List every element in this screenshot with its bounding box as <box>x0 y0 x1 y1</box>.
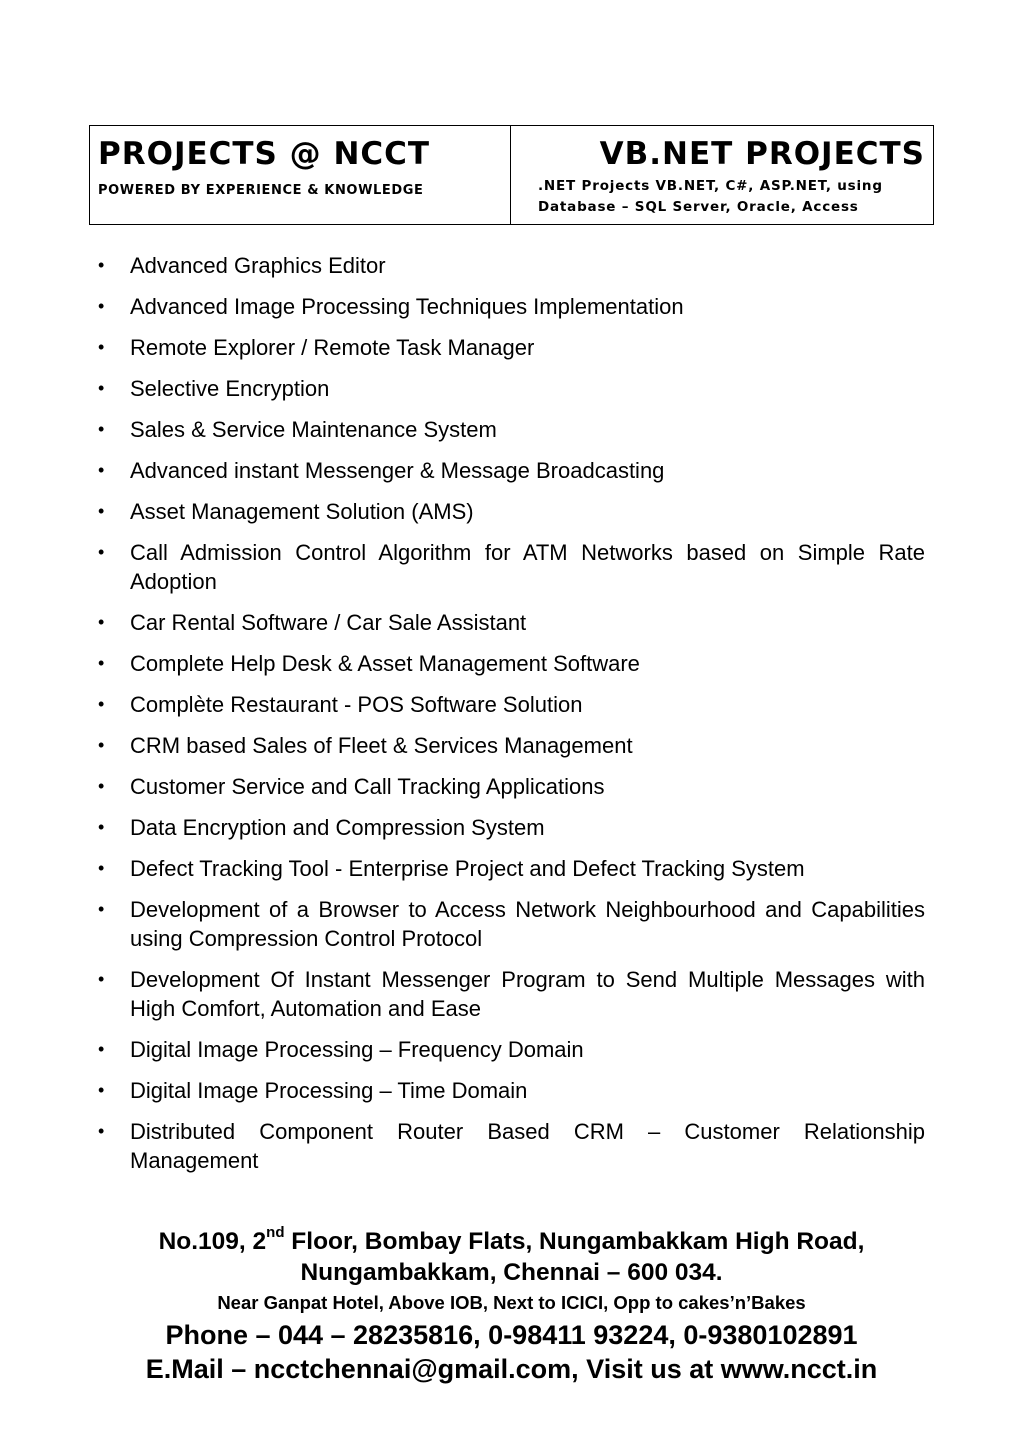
brand-tagline: POWERED BY EXPERIENCE & KNOWLEDGE <box>98 183 424 198</box>
bullet-icon: • <box>98 501 105 521</box>
project-title: Digital Image Processing – Time Domain <box>130 1078 528 1103</box>
address-line-2: Nungambakkam, Chennai – 600 034. <box>300 1259 723 1286</box>
project-item <box>98 772 925 801</box>
project-title: Complete Help Desk & Asset Management Software <box>130 651 640 676</box>
project-item <box>98 854 925 883</box>
bullet-icon: • <box>98 612 105 632</box>
project-item <box>98 415 925 444</box>
brand-cell <box>90 126 511 224</box>
project-title: Development Of Instant Messenger Program to Send Multiple Messages with High Comfort, Automation and Ease <box>130 967 925 1021</box>
address-ordinal: nd <box>266 1224 285 1241</box>
project-item <box>98 813 925 842</box>
project-title: Advanced Graphics Editor <box>130 253 386 278</box>
category-title: VB.NET PROJECTS <box>599 136 925 172</box>
project-title: Complète Restaurant - POS Software Solution <box>130 692 583 717</box>
bullet-icon: • <box>98 776 105 796</box>
project-title: Development of a Browser to Access Network Neighbourhood and Capabilities using Compression Control Protocol <box>130 897 925 951</box>
project-title: Data Encryption and Compression System <box>130 815 545 840</box>
category-cell <box>511 126 933 224</box>
project-title: Remote Explorer / Remote Task Manager <box>130 335 535 360</box>
bullet-icon: • <box>98 255 105 275</box>
project-title: Advanced instant Messenger & Message Broadcasting <box>130 458 665 483</box>
bullet-icon: • <box>98 858 105 878</box>
project-title: Car Rental Software / Car Sale Assistant <box>130 610 527 635</box>
bullet-icon: • <box>98 735 105 755</box>
project-item <box>98 1117 925 1175</box>
project-item <box>98 333 925 362</box>
project-title: Selective Encryption <box>130 376 330 401</box>
bullet-icon: • <box>98 542 105 562</box>
bullet-icon: • <box>98 1039 105 1059</box>
bullet-icon: • <box>98 817 105 837</box>
project-item <box>98 895 925 953</box>
project-title: Advanced Image Processing Techniques Implementation <box>130 294 684 319</box>
address-suffix: Floor, Bombay Flats, Nungambakkam High Road, <box>284 1228 865 1255</box>
bullet-icon: • <box>98 1080 105 1100</box>
tech-description <box>511 176 925 218</box>
bullet-icon: • <box>98 1121 105 1141</box>
address-prefix: No.109, 2 <box>158 1228 267 1255</box>
project-item <box>98 690 925 719</box>
project-title: Call Admission Control Algorithm for ATM Networks based on Simple Rate Adoption <box>130 540 925 594</box>
project-item <box>98 1076 925 1105</box>
bullet-icon: • <box>98 337 105 357</box>
project-title: Asset Management Solution (AMS) <box>130 499 474 524</box>
project-list <box>98 251 925 1187</box>
project-item <box>98 456 925 485</box>
brand-title: PROJECTS @ NCCT <box>98 136 431 172</box>
tech-line-1: .NET Projects VB.NET, C#, ASP.NET, using <box>538 178 883 194</box>
project-title: Digital Image Processing – Frequency Domain <box>130 1037 584 1062</box>
project-item <box>98 608 925 637</box>
project-title: Distributed Component Router Based CRM – Customer Relationship Management <box>130 1119 925 1173</box>
address-line-1 <box>89 1226 934 1258</box>
project-item <box>98 731 925 760</box>
bullet-icon: • <box>98 653 105 673</box>
tech-line-2: Database – SQL Server, Oracle, Access <box>538 199 859 215</box>
project-item <box>98 649 925 678</box>
project-item <box>98 374 925 403</box>
project-item <box>98 1035 925 1064</box>
header-table <box>89 125 934 225</box>
bullet-icon: • <box>98 899 105 919</box>
project-title: Customer Service and Call Tracking Applications <box>130 774 605 799</box>
bullet-icon: • <box>98 378 105 398</box>
project-item <box>98 251 925 280</box>
contact-footer <box>89 1226 934 1386</box>
project-item <box>98 497 925 526</box>
project-title: Sales & Service Maintenance System <box>130 417 497 442</box>
project-item <box>98 292 925 321</box>
bullet-icon: • <box>98 419 105 439</box>
bullet-icon: • <box>98 694 105 714</box>
bullet-icon: • <box>98 969 105 989</box>
project-title: Defect Tracking Tool - Enterprise Project and Defect Tracking System <box>130 856 805 881</box>
project-title: CRM based Sales of Fleet & Services Management <box>130 733 633 758</box>
bullet-icon: • <box>98 296 105 316</box>
project-item <box>98 965 925 1023</box>
project-item <box>98 538 925 596</box>
phone-numbers: Phone – 044 – 28235816, 0-98411 93224, 0-9380102891 <box>165 1320 858 1350</box>
email-website: E.Mail – ncctchennai@gmail.com, Visit us at www.ncct.in <box>145 1354 878 1384</box>
address-line-3: Near Ganpat Hotel, Above IOB, Next to ICICI, Opp to cakes’n’Bakes <box>217 1292 806 1313</box>
bullet-icon: • <box>98 460 105 480</box>
